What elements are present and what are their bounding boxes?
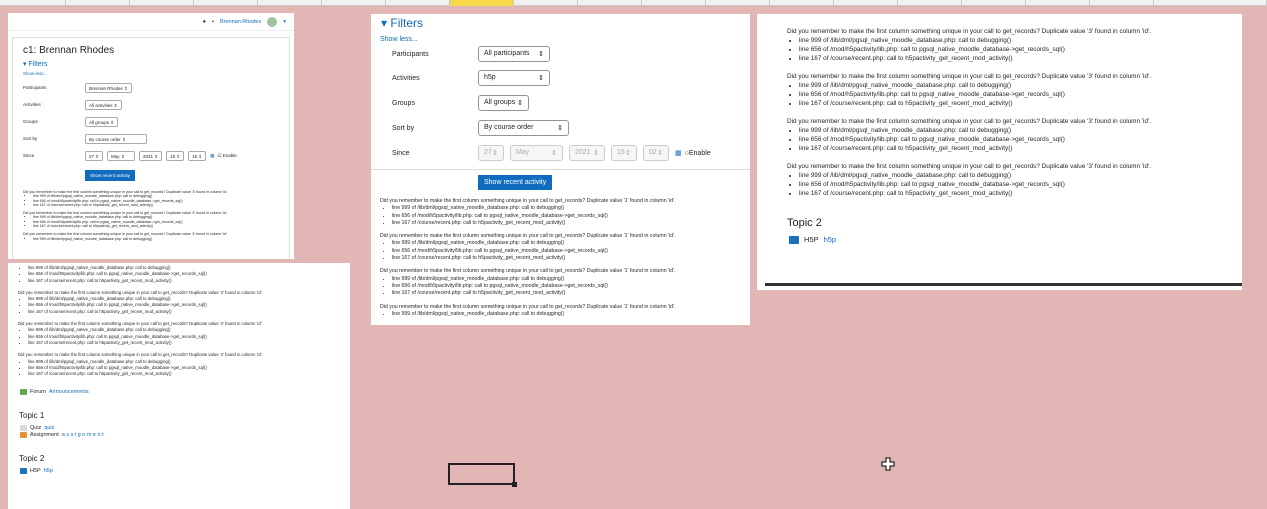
- assignment-activity: Assignment a s s i g n m e n t: [20, 432, 350, 438]
- filter-participants: Participants Brennan Rhodes ⇕: [23, 79, 279, 96]
- navbar: [8, 13, 294, 31]
- activities-select[interactable]: h5p ⇕: [478, 70, 550, 86]
- groups-select[interactable]: All groups ⇕: [478, 95, 529, 111]
- screenshot-filters-h5p: [371, 14, 750, 325]
- filter-since: Since 27 ⇕ May ⇕ 2021 ⇕ 15 ⇕ 15 ⇕ ▦ ☑ Enable: [23, 152, 237, 159]
- filter-sortby: Sort by By course order ⇕: [23, 130, 279, 147]
- screenshot-debug-output: [757, 14, 1242, 290]
- since-minute-select[interactable]: 15 ⇕: [188, 151, 206, 161]
- show-less-link[interactable]: Show less...: [23, 71, 48, 76]
- assignment-icon: [20, 432, 27, 438]
- filter-groups: Groups All groups ⇕: [392, 95, 535, 111]
- filters-toggle[interactable]: ▾ Filters: [381, 16, 424, 30]
- show-recent-activity-button[interactable]: Show recent activity: [478, 175, 552, 190]
- chat-icon[interactable]: ▪: [212, 18, 214, 25]
- chevron-down-icon[interactable]: ▾: [283, 18, 286, 25]
- column-header[interactable]: [642, 0, 706, 6]
- calendar-icon[interactable]: ▦: [675, 150, 682, 157]
- column-header[interactable]: [258, 0, 322, 6]
- since-day-select[interactable]: 27 ⇕: [478, 145, 504, 161]
- column-header[interactable]: [898, 0, 962, 6]
- page-title: c1: Brennan Rhodes: [23, 45, 115, 56]
- filter-activities: Activities h5p ⇕: [392, 70, 556, 86]
- debug-messages: Did you remember to make the first column something unique in your call to get_records? Duplicate value '1' found in column 'id'. • line 999 of /lib/dml/pgsql_native_moodle_database.php: call to debugging() • line 656 of /mod/h5pactivity/lib.php: call to pgsql_native_moodle_database->get_records_sql() • line 167 of /course/recent.php: call to h5pactivity_get_recent_mod_activity() Did you remember to make the first column something unique in your call to get_records? Duplicate value '1' found in column 'id'. • line 999 of /lib/dml/pgsql_native_moodle_database.php: call to debugging() • line 656 of /mod/h5pactivity/lib.php: call to pgsql_native_moodle_database->get_records_sql() • line 167 of /course/recent.php: call to h5pactivity_get_recent_mod_activity() Did you remember to make the first column something unique in your call to get_records? Duplicate value '1' found in column 'id'. • line 999 of /lib/dml/pgsql_native_moodle_database.php: call to debugging() • line 656 of /mod/h5pactivity/lib.php: call to pgsql_native_moodle_database->get_records_sql() • line 167 of /course/recent.php: call to h5pactivity_get_recent_mod_activity() Did you remember to make the first column something unique in your call to get_records? Duplicate value '1' found in column 'id'. • line 999 of /lib/dml/pgsql_native_moodle_database.php: call to debugging(): [380, 198, 675, 324]
- column-header[interactable]: [770, 0, 834, 6]
- divider: [371, 169, 750, 170]
- column-header[interactable]: [1154, 0, 1267, 6]
- filter-activities: Activities All activities ⇕: [23, 96, 279, 113]
- sortby-select[interactable]: By course order ⇕: [478, 120, 569, 136]
- footer-divider: [765, 283, 1242, 286]
- user-name[interactable]: Brennan Rhodes: [219, 18, 262, 25]
- quiz-activity: Quiz quiz: [20, 425, 350, 431]
- forum-activity: Forum Announcements: [20, 389, 350, 395]
- quiz-link[interactable]: quiz: [44, 425, 55, 432]
- avatar[interactable]: [267, 17, 277, 27]
- selected-cell[interactable]: [448, 463, 515, 485]
- forum-link[interactable]: Announcements: [48, 389, 89, 396]
- fill-handle[interactable]: [512, 482, 517, 487]
- topic-1-heading: Topic 1: [19, 411, 45, 421]
- debug-messages: • line 999 of /lib/dml/pgsql_native_moodle_database.php: call to debugging() • line 656 of /mod/h5pactivity/lib.php: call to pgsql_native_moodle_database->get_records_sql() • line 167 of /course/recent.php: call to h5pactivity_get_recent_mod_activity() Did you remember to make the first column something unique in your call to get_records? Duplicate value '4' found in column 'id'. • line 999 of /lib/dml/pgsql_native_moodle_database.php: call to debugging() • line 656 of /mod/h5pactivity/lib.php: call to pgsql_native_moodle_database->get_records_sql() • line 167 of /course/recent.php: call to h5pactivity_get_recent_mod_activity() Did you remember to make the first column something unique in your call to get_records? Duplicate value '4' found in column 'id'. • line 999 of /lib/dml/pgsql_native_moodle_database.php: call to debugging() • line 656 of /mod/h5pactivity/lib.php: call to pgsql_native_moodle_database->get_records_sql() • line 167 of /course/recent.php: call to h5pactivity_get_recent_mod_activity() Did you remember to make the first column something unique in your call to get_records? Duplicate value '4' found in column 'id'. • line 999 of /lib/dml/pgsql_native_moodle_database.php: call to debugging() • line 656 of /mod/h5pactivity/lib.php: call to pgsql_native_moodle_database->get_records_sql() • line 167 of /course/recent.php: call to h5pactivity_get_recent_mod_activity(): [8, 263, 350, 385]
- calendar-icon[interactable]: ▦: [210, 152, 215, 158]
- column-header[interactable]: [322, 0, 386, 6]
- h5p-icon: [789, 236, 799, 244]
- column-header[interactable]: [386, 0, 450, 6]
- column-header[interactable]: [1026, 0, 1090, 6]
- activities-select[interactable]: All activities ⇕: [85, 100, 122, 110]
- bell-icon[interactable]: ●: [202, 18, 206, 25]
- h5p-activity: H5P h5p: [789, 235, 836, 244]
- assignment-link[interactable]: a s s i g n m e n t: [61, 432, 104, 439]
- quiz-icon: [20, 425, 27, 431]
- screenshot-recent-activity-small: [8, 13, 294, 259]
- column-header[interactable]: [1090, 0, 1154, 6]
- main-region: [12, 37, 290, 259]
- since-year-select[interactable]: 2021 ⇕: [139, 151, 162, 161]
- debug-messages: Did you remember to make the first column something unique in your call to get_records? Duplicate value '3' found in column 'id'. • line 999 of /lib/dml/pgsql_native_moodle_database.php: call to debugging() • line 656 of /mod/h5pactivity/lib.php: call to pgsql_native_moodle_database->get_records_sql() • line 167 of /course/recent.php: call to h5pactivity_get_recent_mod_activity() Did you remember to make the first column something unique in your call to get_records? Duplicate value '3' found in column 'id'. • line 999 of /lib/dml/pgsql_native_moodle_database.php: call to debugging() • line 656 of /mod/h5pactivity/lib.php: call to pgsql_native_moodle_database->get_records_sql() • line 167 of /course/recent.php: call to h5pactivity_get_recent_mod_activity() Did you remember to make the first column something unique in your call to get_records? Duplicate value '3' found in column 'id'. • line 999 of /lib/dml/pgsql_native_moodle_database.php: call to debugging() • line 656 of /mod/h5pactivity/lib.php: call to pgsql_native_moodle_database->get_records_sql() • line 167 of /course/recent.php: call to h5pactivity_get_recent_mod_activity() Did you remember to make the first column something unique in your call to get_records? Duplicate value '3' found in column 'id'. • line 999 of /lib/dml/pgsql_native_moodle_database.php: call to debugging() • line 656 of /mod/h5pactivity/lib.php: call to pgsql_native_moodle_database->get_records_sql() • line 167 of /course/recent.php: call to h5pactivity_get_recent_mod_activity(): [787, 27, 1151, 207]
- column-header[interactable]: [0, 0, 66, 6]
- since-month-select[interactable]: May ⇕: [107, 151, 135, 161]
- participants-select[interactable]: All participants ⇕: [478, 46, 550, 62]
- topic-2-heading: Topic 2: [19, 454, 45, 464]
- participants-select[interactable]: Brennan Rhodes ⇕: [85, 83, 132, 93]
- filter-since: Since 27 ⇕ May ⇕ 2021 ⇕ 15 ⇕ 02 ⇕ ▦ ○Enable: [392, 145, 711, 161]
- filter-participants: Participants All participants ⇕: [392, 46, 556, 62]
- column-header[interactable]: [706, 0, 770, 6]
- enable-checkbox[interactable]: ☑ Enable: [217, 152, 237, 158]
- filter-groups: Groups All groups ⇕: [23, 113, 279, 130]
- since-hour-select[interactable]: 15 ⇕: [611, 145, 637, 161]
- groups-select[interactable]: All groups ⇕: [85, 117, 118, 127]
- column-header[interactable]: [834, 0, 898, 6]
- column-header[interactable]: [66, 0, 130, 6]
- since-year-select[interactable]: 2021 ⇕: [569, 145, 605, 161]
- cross-cursor-icon: [881, 457, 895, 471]
- column-header[interactable]: [130, 0, 194, 6]
- show-recent-activity-button[interactable]: Show recent activity: [85, 170, 135, 181]
- since-day-select[interactable]: 27 ⇕: [85, 151, 103, 161]
- column-header[interactable]: [514, 0, 578, 6]
- since-hour-select[interactable]: 15 ⇕: [166, 151, 184, 161]
- spreadsheet-column-header: [0, 0, 1267, 6]
- column-header[interactable]: [194, 0, 258, 6]
- column-header[interactable]: [578, 0, 642, 6]
- filters-toggle[interactable]: ▾ Filters: [23, 61, 48, 68]
- since-minute-select[interactable]: 02 ⇕: [643, 145, 669, 161]
- debug-messages: Did you remember to make the first column something unique in your call to get_records? Duplicate value '3' found in column 'id'. • line 999 of /lib/dml/pgsql_native_moodle_database.php: call to debugging() • line 656 of /mod/h5pactivity/lib.php: call to pgsql_native_moodle_database->get_records_sql() • line 167 of /course/recent.php: call to h5pactivity_get_recent_mod_activity() Did you remember to make the first column something unique in your call to get_records? Duplicate value '4' found in column 'id'. • line 999 of /lib/dml/pgsql_native_moodle_database.php: call to debugging() • line 656 of /mod/h5pactivity/lib.php: call to pgsql_native_moodle_database->get_records_sql() • line 167 of /course/recent.php: call to h5pactivity_get_recent_mod_activity() Did you remember to make the first column something unique in your call to get_records? Duplicate value '4' found in column 'id'. • line 999 of /lib/dml/pgsql_native_moodle_database.php: call to debugging(): [23, 190, 279, 241]
- filter-sortby: Sort by By course order ⇕: [392, 120, 575, 136]
- since-month-select[interactable]: May ⇕: [510, 145, 563, 161]
- sortby-select[interactable]: By course order ⇕: [85, 134, 147, 144]
- h5p-icon: [20, 468, 27, 474]
- forum-icon: [20, 389, 27, 395]
- screenshot-course-continuation: [8, 263, 350, 509]
- h5p-link[interactable]: h5p: [823, 235, 837, 244]
- column-header-selected[interactable]: [450, 0, 514, 6]
- h5p-link[interactable]: h5p: [43, 468, 53, 475]
- topic-2-heading: Topic 2: [787, 217, 822, 229]
- show-less-link[interactable]: Show less...: [380, 36, 418, 43]
- column-header[interactable]: [962, 0, 1026, 6]
- h5p-activity: H5P h5p: [20, 468, 350, 474]
- enable-checkbox[interactable]: ○Enable: [684, 149, 711, 157]
